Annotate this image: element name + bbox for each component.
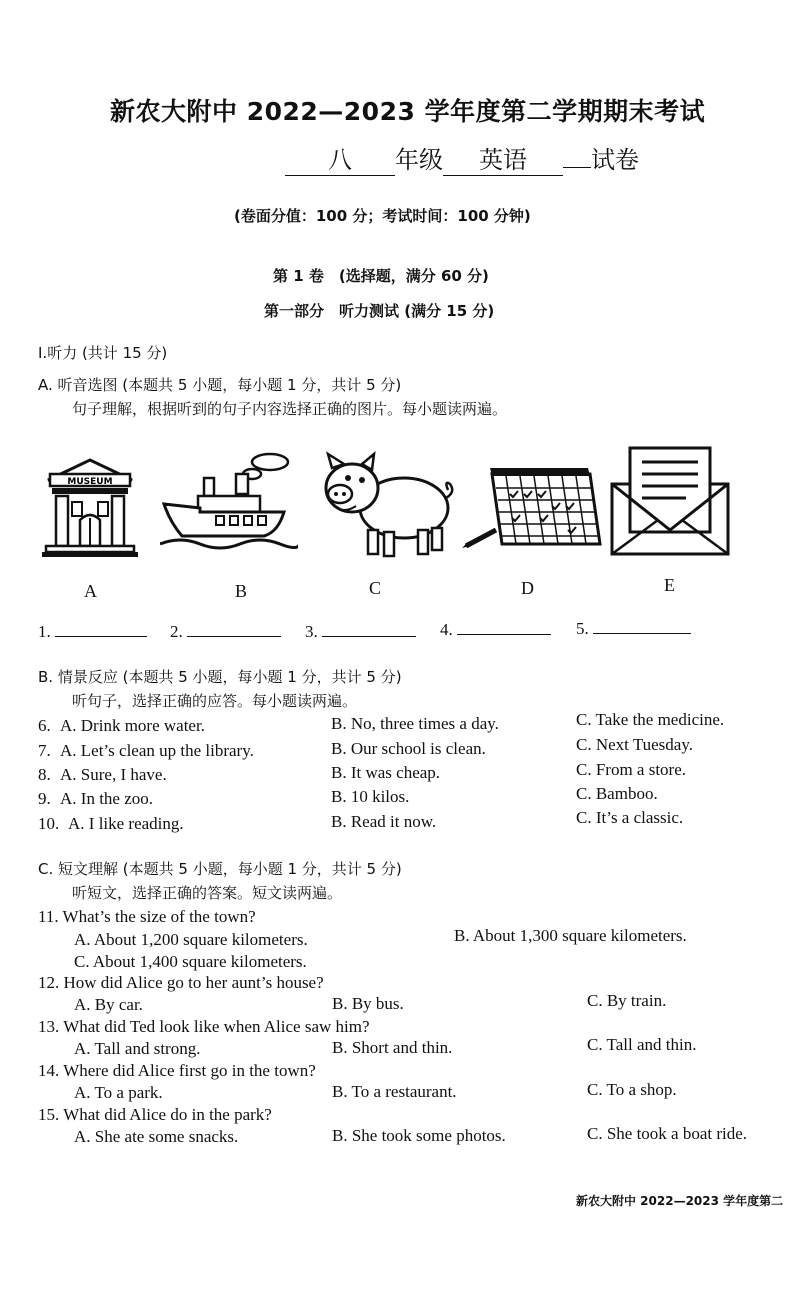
partA-instruction: 句子理解，根据听到的句子内容选择正确的图片。每小题读两遍。 [72, 400, 508, 418]
question-11-option-a: A. About 1,200 square kilometers. [74, 930, 308, 949]
question-14-option-b: B. To a restaurant. [332, 1082, 457, 1101]
question-9-option-b: B. 10 kilos. [331, 787, 410, 806]
question-11: 11. What’s the size of the town? [38, 907, 256, 926]
question-6-option-a: A. Drink more water. [60, 716, 205, 735]
question-6-number: 6. [38, 716, 51, 735]
picture-letter-d: D [521, 578, 534, 598]
question-9-option-c: C. Bamboo. [576, 784, 658, 803]
question-8-option-c: C. From a store. [576, 760, 687, 779]
question-12-option-a: A. By car. [74, 995, 143, 1014]
question-12: 12. How did Alice go to her aunt’s house? [38, 973, 324, 992]
question-13-option-c: C. Tall and thin. [587, 1035, 697, 1054]
grade-value: 八 [285, 140, 395, 176]
question-15-option-c: C. She took a boat ride. [587, 1124, 748, 1143]
question-15: 15. What did Alice do in the park? [38, 1105, 272, 1124]
picture-letter-b: B [235, 581, 248, 601]
question-11-option-b: B. About 1,300 square kilometers. [454, 926, 687, 945]
grade-subject-line [285, 140, 639, 176]
question-13: 13. What did Ted look like when Alice saw him? [38, 1017, 370, 1036]
question-8-option-a: A. Sure, I have. [60, 765, 167, 784]
partB-instruction: 听句子，选择正确的应答。每小题读两遍。 [72, 692, 358, 710]
question-7-number: 7. [38, 741, 51, 760]
answer-blank-2[interactable]: 2. [170, 622, 281, 642]
answer-blank-1[interactable]: 1. [38, 622, 147, 642]
envelope-letter-icon [608, 446, 732, 558]
answer-blank-5[interactable]: 5. [576, 619, 691, 639]
ship-icon [160, 452, 298, 552]
question-7-option-a: A. Let’s clean up the library. [60, 741, 254, 760]
question-6-option-c: C. Take the medicine. [576, 710, 725, 729]
question-10-option-a: A. I like reading. [68, 814, 184, 833]
museum-icon [42, 458, 138, 558]
answer-blank-3[interactable]: 3. [305, 622, 416, 642]
picture-letter-a: A [84, 581, 97, 601]
question-12-option-c: C. By train. [587, 991, 667, 1010]
question-10-option-c: C. It’s a classic. [576, 808, 684, 827]
question-14: 14. Where did Alice first go in the town? [38, 1061, 316, 1080]
question-9-number: 9. [38, 789, 51, 808]
question-14-option-c: C. To a shop. [587, 1080, 677, 1099]
question-8-number: 8. [38, 765, 51, 784]
question-10-option-b: B. Read it now. [331, 812, 437, 831]
question-12-option-b: B. By bus. [332, 994, 404, 1013]
subject-value: 英语 [443, 140, 563, 176]
page-footer: 新农大附中 2022—2023 学年度第二 [576, 1194, 784, 1208]
listening-heading: I.听力 (共计 15 分) [38, 344, 168, 362]
grade-suffix: 年级 [395, 146, 443, 174]
paper-suffix: 试卷 [591, 146, 639, 174]
exam-info: (卷面分值：100 分；考试时间：100 分钟) [234, 207, 531, 225]
pig-icon [318, 450, 458, 562]
picture-letter-c: C [369, 578, 382, 598]
question-15-option-b: B. She took some photos. [332, 1126, 506, 1145]
volume-heading: 第 1 卷 (选择题，满分 60 分) [273, 267, 489, 285]
question-7-option-c: C. Next Tuesday. [576, 735, 693, 754]
question-14-option-a: A. To a park. [74, 1083, 163, 1102]
part-heading: 第一部分 听力测试 (满分 15 分) [264, 302, 495, 320]
partC-instruction: 听短文，选择正确的答案。短文读两遍。 [72, 884, 343, 902]
question-10-number: 10. [38, 814, 60, 833]
question-15-option-a: A. She ate some snacks. [74, 1127, 239, 1146]
partB-heading: B. 情景反应 (本题共 5 小题，每小题 1 分，共计 5 分) [38, 668, 402, 686]
question-6-option-b: B. No, three times a day. [331, 714, 499, 733]
partA-heading: A. 听音选图 (本题共 5 小题，每小题 1 分，共计 5 分) [38, 376, 402, 394]
question-8-option-b: B. It was cheap. [331, 763, 441, 782]
question-7-option-b: B. Our school is clean. [331, 739, 486, 758]
partC-heading: C. 短文理解 (本题共 5 小题，每小题 1 分，共计 5 分) [38, 860, 402, 878]
picture-letter-e: E [664, 575, 675, 595]
calendar-icon [462, 464, 606, 550]
question-9-option-a: A. In the zoo. [60, 789, 154, 808]
answer-blank-4[interactable]: 4. [440, 620, 551, 640]
question-11-option-c: C. About 1,400 square kilometers. [74, 952, 307, 971]
question-13-option-a: A. Tall and strong. [74, 1039, 201, 1058]
museum-sign: MUSEUM [67, 477, 113, 487]
exam-title: 新农大附中 2022—2023 学年度第二学期期末考试 [110, 97, 706, 126]
question-13-option-b: B. Short and thin. [332, 1038, 453, 1057]
